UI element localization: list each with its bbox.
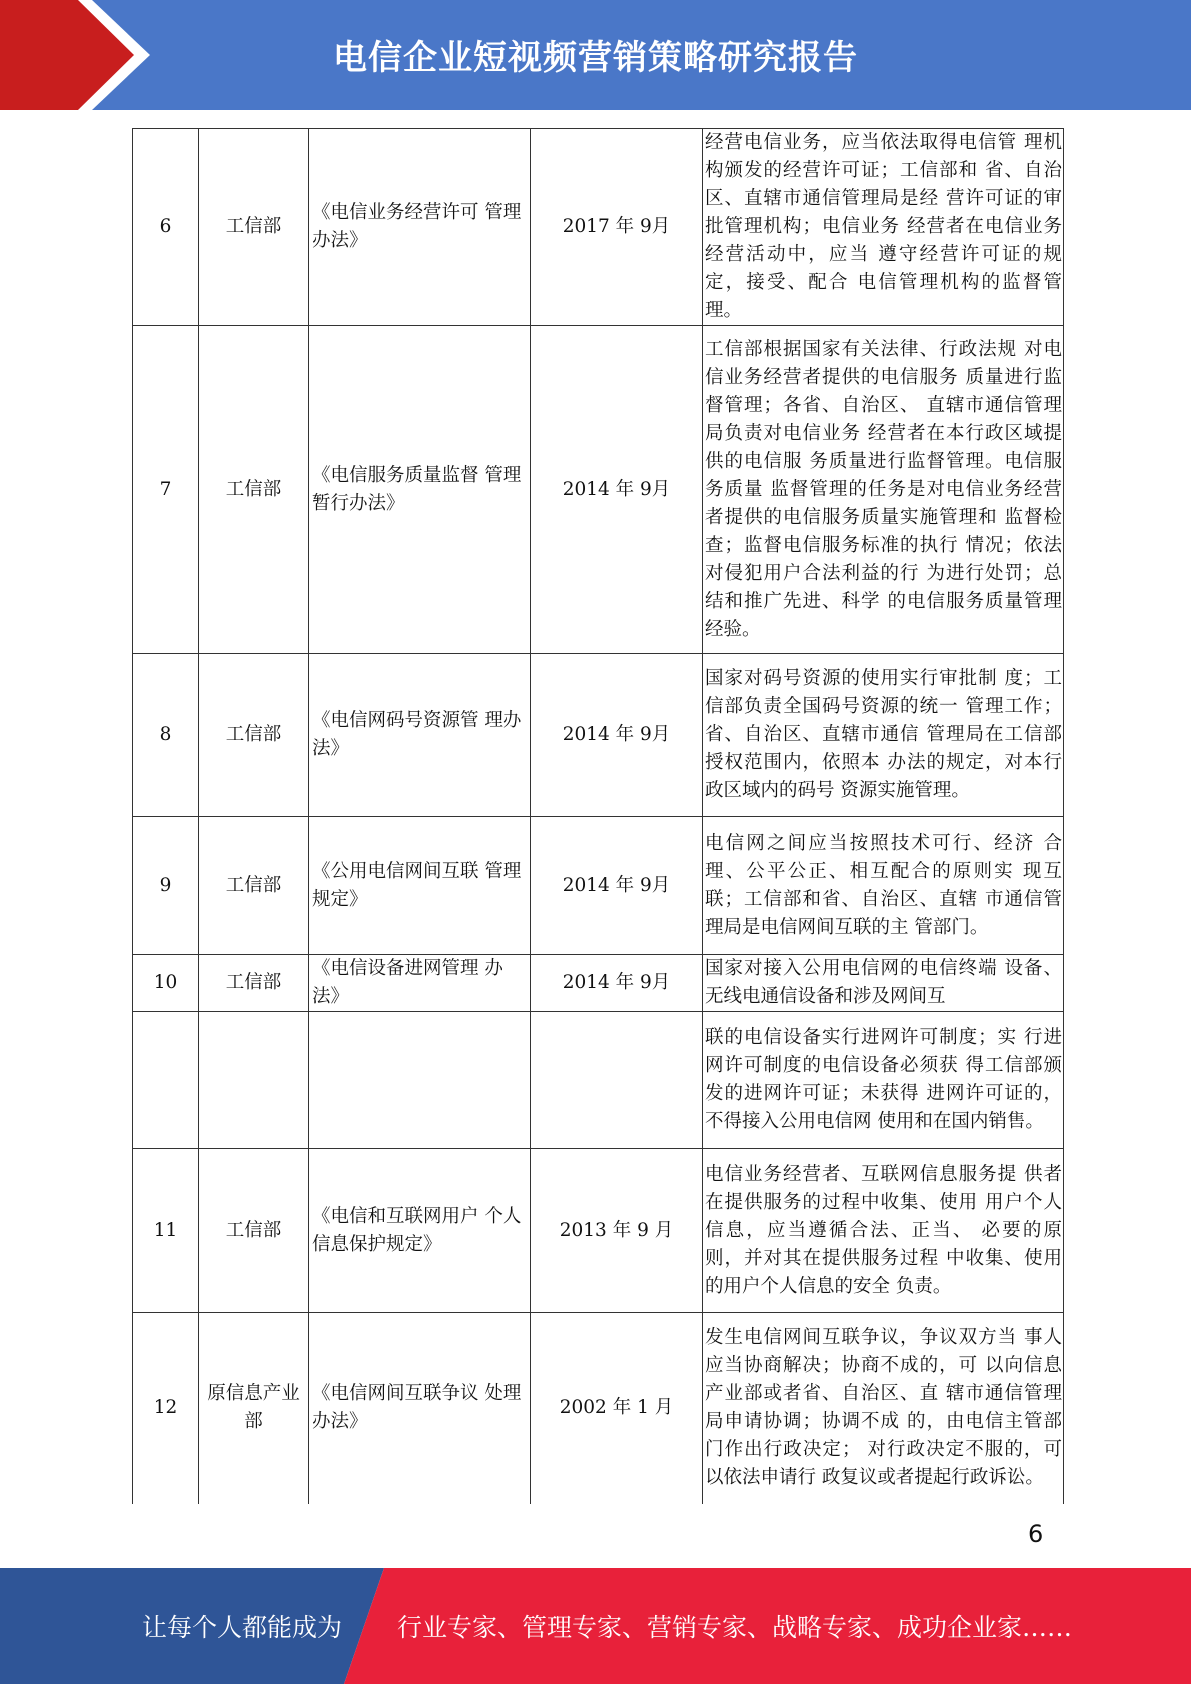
table-row: [133, 129, 1064, 326]
row-department: [199, 1012, 309, 1149]
row-date: 2014 年 9月: [531, 654, 703, 817]
row-description: 发生电信网间互联争议，争议双方当 事人应当协商解决；协商不成的，可 以向信息产业部或者省、自治区、直 辖市通信管理局申请协调；协调不成 的，由电信主管部门作出行政决定； 对行政决定不服的，可以依法申请行 政复议或者提起行政诉讼。: [703, 1313, 1064, 1504]
table-row-continued: [133, 1012, 1064, 1149]
row-regulation-name: [309, 1012, 531, 1149]
table-row: [133, 654, 1064, 817]
row-department: 原信息产业部: [199, 1313, 309, 1504]
row-date: 2014 年 9月: [531, 817, 703, 955]
table-row: [133, 955, 1064, 1012]
row-number: 10: [133, 955, 199, 1012]
table-row: [133, 817, 1064, 955]
row-date: [531, 1012, 703, 1149]
row-regulation-name: 《电信设备进网管理 办法》: [309, 955, 531, 1012]
table-row: [133, 1313, 1064, 1504]
row-date: 2014 年 9月: [531, 326, 703, 654]
row-description: 联的电信设备实行进网许可制度；实 行进网许可制度的电信设备必须获 得工信部颁发的进网许可证；未获得 进网许可证的，不得接入公用电信网 使用和在国内销售。: [703, 1012, 1064, 1149]
row-description: 国家对接入公用电信网的电信终端 设备、无线电通信设备和涉及网间互: [703, 955, 1064, 1012]
footer-slogan-left: 让每个人都能成为: [142, 1613, 343, 1642]
table-row: [133, 1149, 1064, 1313]
row-number: 9: [133, 817, 199, 955]
row-department: 工信部: [199, 817, 309, 955]
row-number: 8: [133, 654, 199, 817]
page-header: [0, 0, 1191, 110]
row-regulation-name: 《电信网码号资源管 理办法》: [309, 654, 531, 817]
row-number: 11: [133, 1149, 199, 1313]
row-date: 2013 年 9 月: [531, 1149, 703, 1313]
row-regulation-name: 《电信服务质量监督 管理暂行办法》: [309, 326, 531, 654]
row-date: 2014 年 9月: [531, 955, 703, 1012]
row-department: 工信部: [199, 955, 309, 1012]
footer-slogan-right: 行业专家、管理专家、营销专家、战略专家、成功企业家……: [397, 1613, 1073, 1642]
row-description: 国家对码号资源的使用实行审批制 度；工信部负责全国码号资源的统一 管理工作；省、自治区、直辖市通信 管理局在工信部授权范围内，依照本 办法的规定，对本行政区域内的码号 资源实施管理。: [703, 654, 1064, 817]
row-regulation-name: 《公用电信网间互联 管理规定》: [309, 817, 531, 955]
row-department: 工信部: [199, 326, 309, 654]
row-description: 电信业务经营者、互联网信息服务提 供者在提供服务的过程中收集、使用 用户个人信息，应当遵循合法、正当、 必要的原则，并对其在提供服务过程 中收集、使用的用户个人信息的安全 负责。: [703, 1149, 1064, 1313]
row-number: 7: [133, 326, 199, 654]
row-description: 经营电信业务，应当依法取得电信管 理机构颁发的经营许可证；工信部和 省、自治区、直辖市通信管理局是经 营许可证的审批管理机构；电信业务 经营者在电信业务经营活动中，应当 遵守经营许可证的规定，接受、配合 电信管理机构的监督管理。: [703, 129, 1064, 326]
row-department: 工信部: [199, 654, 309, 817]
row-description: 电信网之间应当按照技术可行、经济 合理、公平公正、相互配合的原则实 现互联；工信部和省、自治区、直辖 市通信管理局是电信网间互联的主 管部门。: [703, 817, 1064, 955]
row-regulation-name: 《电信和互联网用户 个人信息保护规定》: [309, 1149, 531, 1313]
table-row: [133, 326, 1064, 654]
page-number: 6: [1028, 1520, 1044, 1548]
row-department: 工信部: [199, 129, 309, 326]
row-number: [133, 1012, 199, 1149]
row-department: 工信部: [199, 1149, 309, 1313]
row-number: 6: [133, 129, 199, 326]
row-regulation-name: 《电信网间互联争议 处理办法》: [309, 1313, 531, 1504]
regulations-table: [132, 128, 1064, 1504]
row-description: 工信部根据国家有关法律、行政法规 对电信业务经营者提供的电信服务 质量进行监督管理；各省、自治区、 直辖市通信管理局负责对电信业务 经营者在本行政区域提供的电信服 务质量进行监督管理。电信服务质量 监督管理的任务是对电信业务经营 者提供的电信服务质量实施管理和 监督检查；监督电信服务标准的执行 情况；依法对侵犯用户合法利益的行 为进行处罚；总结和推广先进、科学 的电信服务质量管理经验。: [703, 326, 1064, 654]
row-number: 12: [133, 1313, 199, 1504]
row-date: 2002 年 1 月: [531, 1313, 703, 1504]
report-title: 电信企业短视频营销策略研究报告: [333, 37, 858, 78]
row-regulation-name: 《电信业务经营许可 管理办法》: [309, 129, 531, 326]
row-date: 2017 年 9月: [531, 129, 703, 326]
